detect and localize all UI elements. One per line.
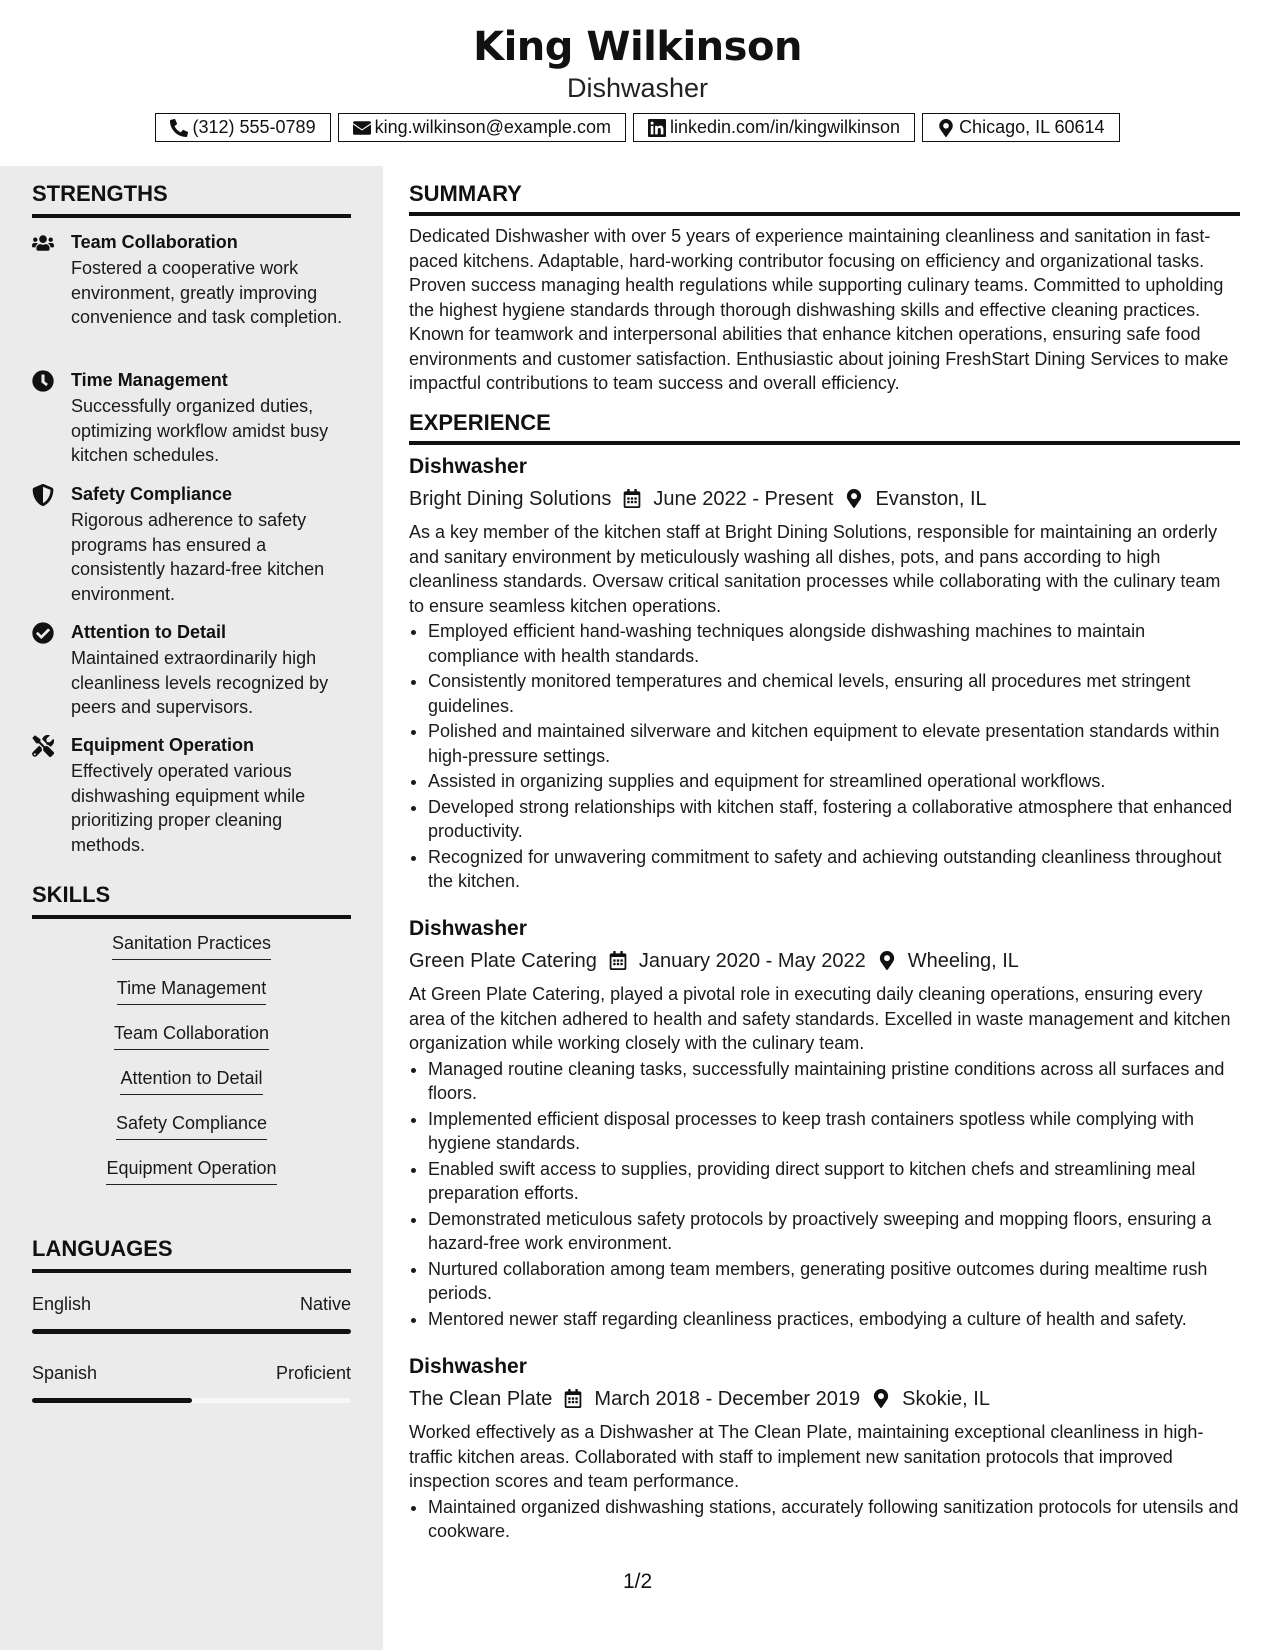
language-level: Native: [299, 1294, 351, 1314]
summary-heading: SUMMARY: [409, 180, 1240, 216]
job-dates: June 2022 - Present: [653, 487, 834, 510]
language-proficiency-fill: [32, 1329, 351, 1334]
check-circle-icon: [32, 622, 54, 644]
language-proficiency-fill: [32, 1398, 192, 1403]
calendar-icon: [623, 489, 641, 508]
job-bullet: • Consistently monitored temperatures and chemical levels, ensuring all procedures met stringent guidelines.: [428, 669, 1240, 718]
resume-header: [0, 0, 1275, 166]
contact-location-text: Chicago, IL 60614: [959, 117, 1105, 137]
job-bullet: • Assisted in organizing supplies and equipment for streamlined operational workflows.: [428, 769, 1240, 794]
strength-description: Successfully organized duties, optimizing workflow amidst busy kitchen schedules.: [71, 396, 329, 465]
shield-icon: [32, 484, 54, 506]
job-bullets: [409, 1495, 1240, 1544]
strengths-heading: STRENGTHS: [32, 180, 351, 218]
strength-title: Time Management: [71, 370, 228, 390]
tools-icon: [32, 735, 54, 757]
job-bullet: • Mentored newer staff regarding cleanliness practices, embodying a culture of health and safety.: [428, 1307, 1240, 1332]
job-entry: [409, 1353, 1240, 1545]
job-company: The Clean Plate: [409, 1387, 553, 1410]
calendar-icon: [609, 951, 627, 970]
job-bullet: • Developed strong relationships with kitchen staff, fostering a collaborative atmosphere that enhanced productivity.: [428, 795, 1240, 844]
skill-label: Team Collaboration: [114, 1021, 269, 1050]
job-entry: [409, 453, 1240, 895]
linkedin-icon: [648, 119, 666, 137]
job-meta: [409, 945, 1240, 976]
job-title: Dishwasher: [409, 1355, 527, 1378]
contact-location[interactable]: [922, 113, 1119, 142]
job-entry: [409, 915, 1240, 1332]
contact-phone-text: (312) 555-0789: [192, 117, 316, 137]
job-bullet: • Maintained organized dishwashing stations, accurately following sanitization protocols for utensils and cookware.: [428, 1495, 1240, 1544]
strength-description: Rigorous adherence to safety programs has ensured a consistently hazard-free kitchen environment.: [71, 510, 325, 604]
skill-tag: [32, 1021, 351, 1050]
map-marker-icon: [872, 1389, 890, 1408]
candidate-title: Dishwasher: [566, 73, 709, 103]
job-bullet: • Managed routine cleaning tasks, successfully maintaining pristine conditions across all surfaces and floors.: [428, 1057, 1240, 1106]
job-company: Green Plate Catering: [409, 949, 597, 972]
job-bullet: • Implemented efficient disposal processes to keep trash containers spotless while complying with hygiene standards.: [428, 1107, 1240, 1156]
map-marker-icon: [845, 489, 863, 508]
skill-label: Sanitation Practices: [112, 931, 271, 960]
job-meta: [409, 1383, 1240, 1414]
skill-label: Time Management: [117, 976, 266, 1005]
job-location: Wheeling, IL: [907, 949, 1019, 972]
job-bullets: [409, 1057, 1240, 1332]
strength-title: Attention to Detail: [71, 622, 226, 642]
language-proficiency-bar: [32, 1398, 351, 1403]
strength-title: Team Collaboration: [71, 232, 238, 252]
skill-label: Equipment Operation: [106, 1156, 276, 1185]
phone-icon: [170, 119, 188, 137]
skill-tag: [32, 931, 351, 960]
skills-heading: SKILLS: [32, 881, 351, 919]
language-level: Proficient: [275, 1363, 351, 1383]
language-name: Spanish: [32, 1363, 98, 1383]
job-title: Dishwasher: [409, 455, 527, 478]
sidebar: [0, 166, 383, 1650]
job-bullets: [409, 619, 1240, 894]
strength-description: Effectively operated various dishwashing equipment while prioritizing proper cleaning methods.: [71, 761, 306, 855]
job-dates: March 2018 - December 2019: [594, 1387, 861, 1410]
summary-text: Dedicated Dishwasher with over 5 years of experience maintaining cleanliness and sanitation in fast-paced kitchens. Adaptable, hard-working contributor focusing on efficiency and organizational tasks. Proven success managing health regulations while supporting culinary teams. Committed to upholding the highest hygiene standards through thorough dishwashing skills and effective cleaning practices. Known for teamwork and interpersonal abilities that enhance kitchen operations, ensuring safe food environments and customer satisfaction. Enthusiastic about joining FreshStart Dining Services to make impactful contributions to team success and overall efficiency.: [409, 226, 1229, 393]
job-bullet: • Demonstrated meticulous safety protocols by proactively sweeping and mopping floors, ensuring a hazard-free work environment.: [428, 1207, 1240, 1256]
strength-title: Equipment Operation: [71, 735, 255, 755]
job-description: At Green Plate Catering, played a pivotal role in executing daily cleaning operations, ensuring every area of the kitchen adhered to health and safety standards. Excelled in waste management and kitchen organization while working closely with the culinary team.: [409, 984, 1231, 1053]
job-description: Worked effectively as a Dishwasher at The Clean Plate, maintaining exceptional cleanliness in high-traffic kitchen areas. Collaborated with staff to implement new sanitation protocols that improved inspection scores and team performance.: [409, 1422, 1204, 1491]
skill-tag: [32, 1066, 351, 1095]
calendar-icon: [564, 1389, 582, 1408]
strength-title: Safety Compliance: [71, 484, 233, 504]
candidate-name: King Wilkinson: [473, 24, 802, 70]
job-bullet: • Enabled swift access to supplies, providing direct support to kitchen chefs and streamlining meal preparation efforts.: [428, 1157, 1240, 1206]
skill-tag: [32, 1111, 351, 1140]
contact-linkedin[interactable]: [633, 113, 915, 142]
language-proficiency-bar: [32, 1329, 351, 1334]
skill-label: Safety Compliance: [116, 1111, 267, 1140]
contact-bar: [0, 113, 1275, 142]
contact-email-text: king.wilkinson@example.com: [374, 117, 611, 137]
contact-email[interactable]: [338, 113, 626, 142]
users-icon: [32, 232, 54, 254]
job-location: Skokie, IL: [902, 1387, 990, 1410]
skill-tag: [32, 976, 351, 1005]
job-bullet: • Employed efficient hand-washing techniques alongside dishwashing machines to maintain compliance with health standards.: [428, 619, 1240, 668]
job-title: Dishwasher: [409, 917, 527, 940]
contact-linkedin-text: linkedin.com/in/kingwilkinson: [669, 117, 901, 137]
job-bullet: • Recognized for unwavering commitment to safety and achieving outstanding cleanliness throughout the kitchen.: [428, 845, 1240, 894]
experience-heading: EXPERIENCE: [409, 409, 1240, 445]
languages-heading: LANGUAGES: [32, 1235, 351, 1273]
job-dates: January 2020 - May 2022: [638, 949, 866, 972]
language-name: English: [32, 1294, 92, 1314]
job-bullet: • Nurtured collaboration among team members, generating positive outcomes during mealtime rush periods.: [428, 1257, 1240, 1306]
skill-label: Attention to Detail: [120, 1066, 262, 1095]
map-marker-icon: [937, 119, 955, 137]
contact-phone[interactable]: [155, 113, 330, 142]
strength-description: Maintained extraordinarily high cleanliness levels recognized by peers and supervisors.: [71, 648, 329, 717]
skill-tag: [32, 1156, 351, 1185]
job-meta: [409, 483, 1240, 514]
job-company: Bright Dining Solutions: [409, 487, 612, 510]
strength-description: Fostered a cooperative work environment, greatly improving convenience and task completion.: [71, 258, 343, 327]
page-number: 1/2: [623, 1570, 653, 1593]
envelope-icon: [353, 119, 371, 137]
clock-icon: [32, 370, 54, 392]
job-bullet: • Polished and maintained silverware and kitchen equipment to elevate presentation standards within high-pressure settings.: [428, 719, 1240, 768]
job-description: As a key member of the kitchen staff at Bright Dining Solutions, responsible for maintaining an orderly and sanitary environment by meticulously washing all dishes, pots, and pans according to high cleanliness standards. Oversaw critical sanitation processes while collaborating with the culinary team to ensure seamless kitchen operations.: [409, 522, 1221, 616]
map-marker-icon: [878, 951, 896, 970]
job-location: Evanston, IL: [875, 487, 987, 510]
